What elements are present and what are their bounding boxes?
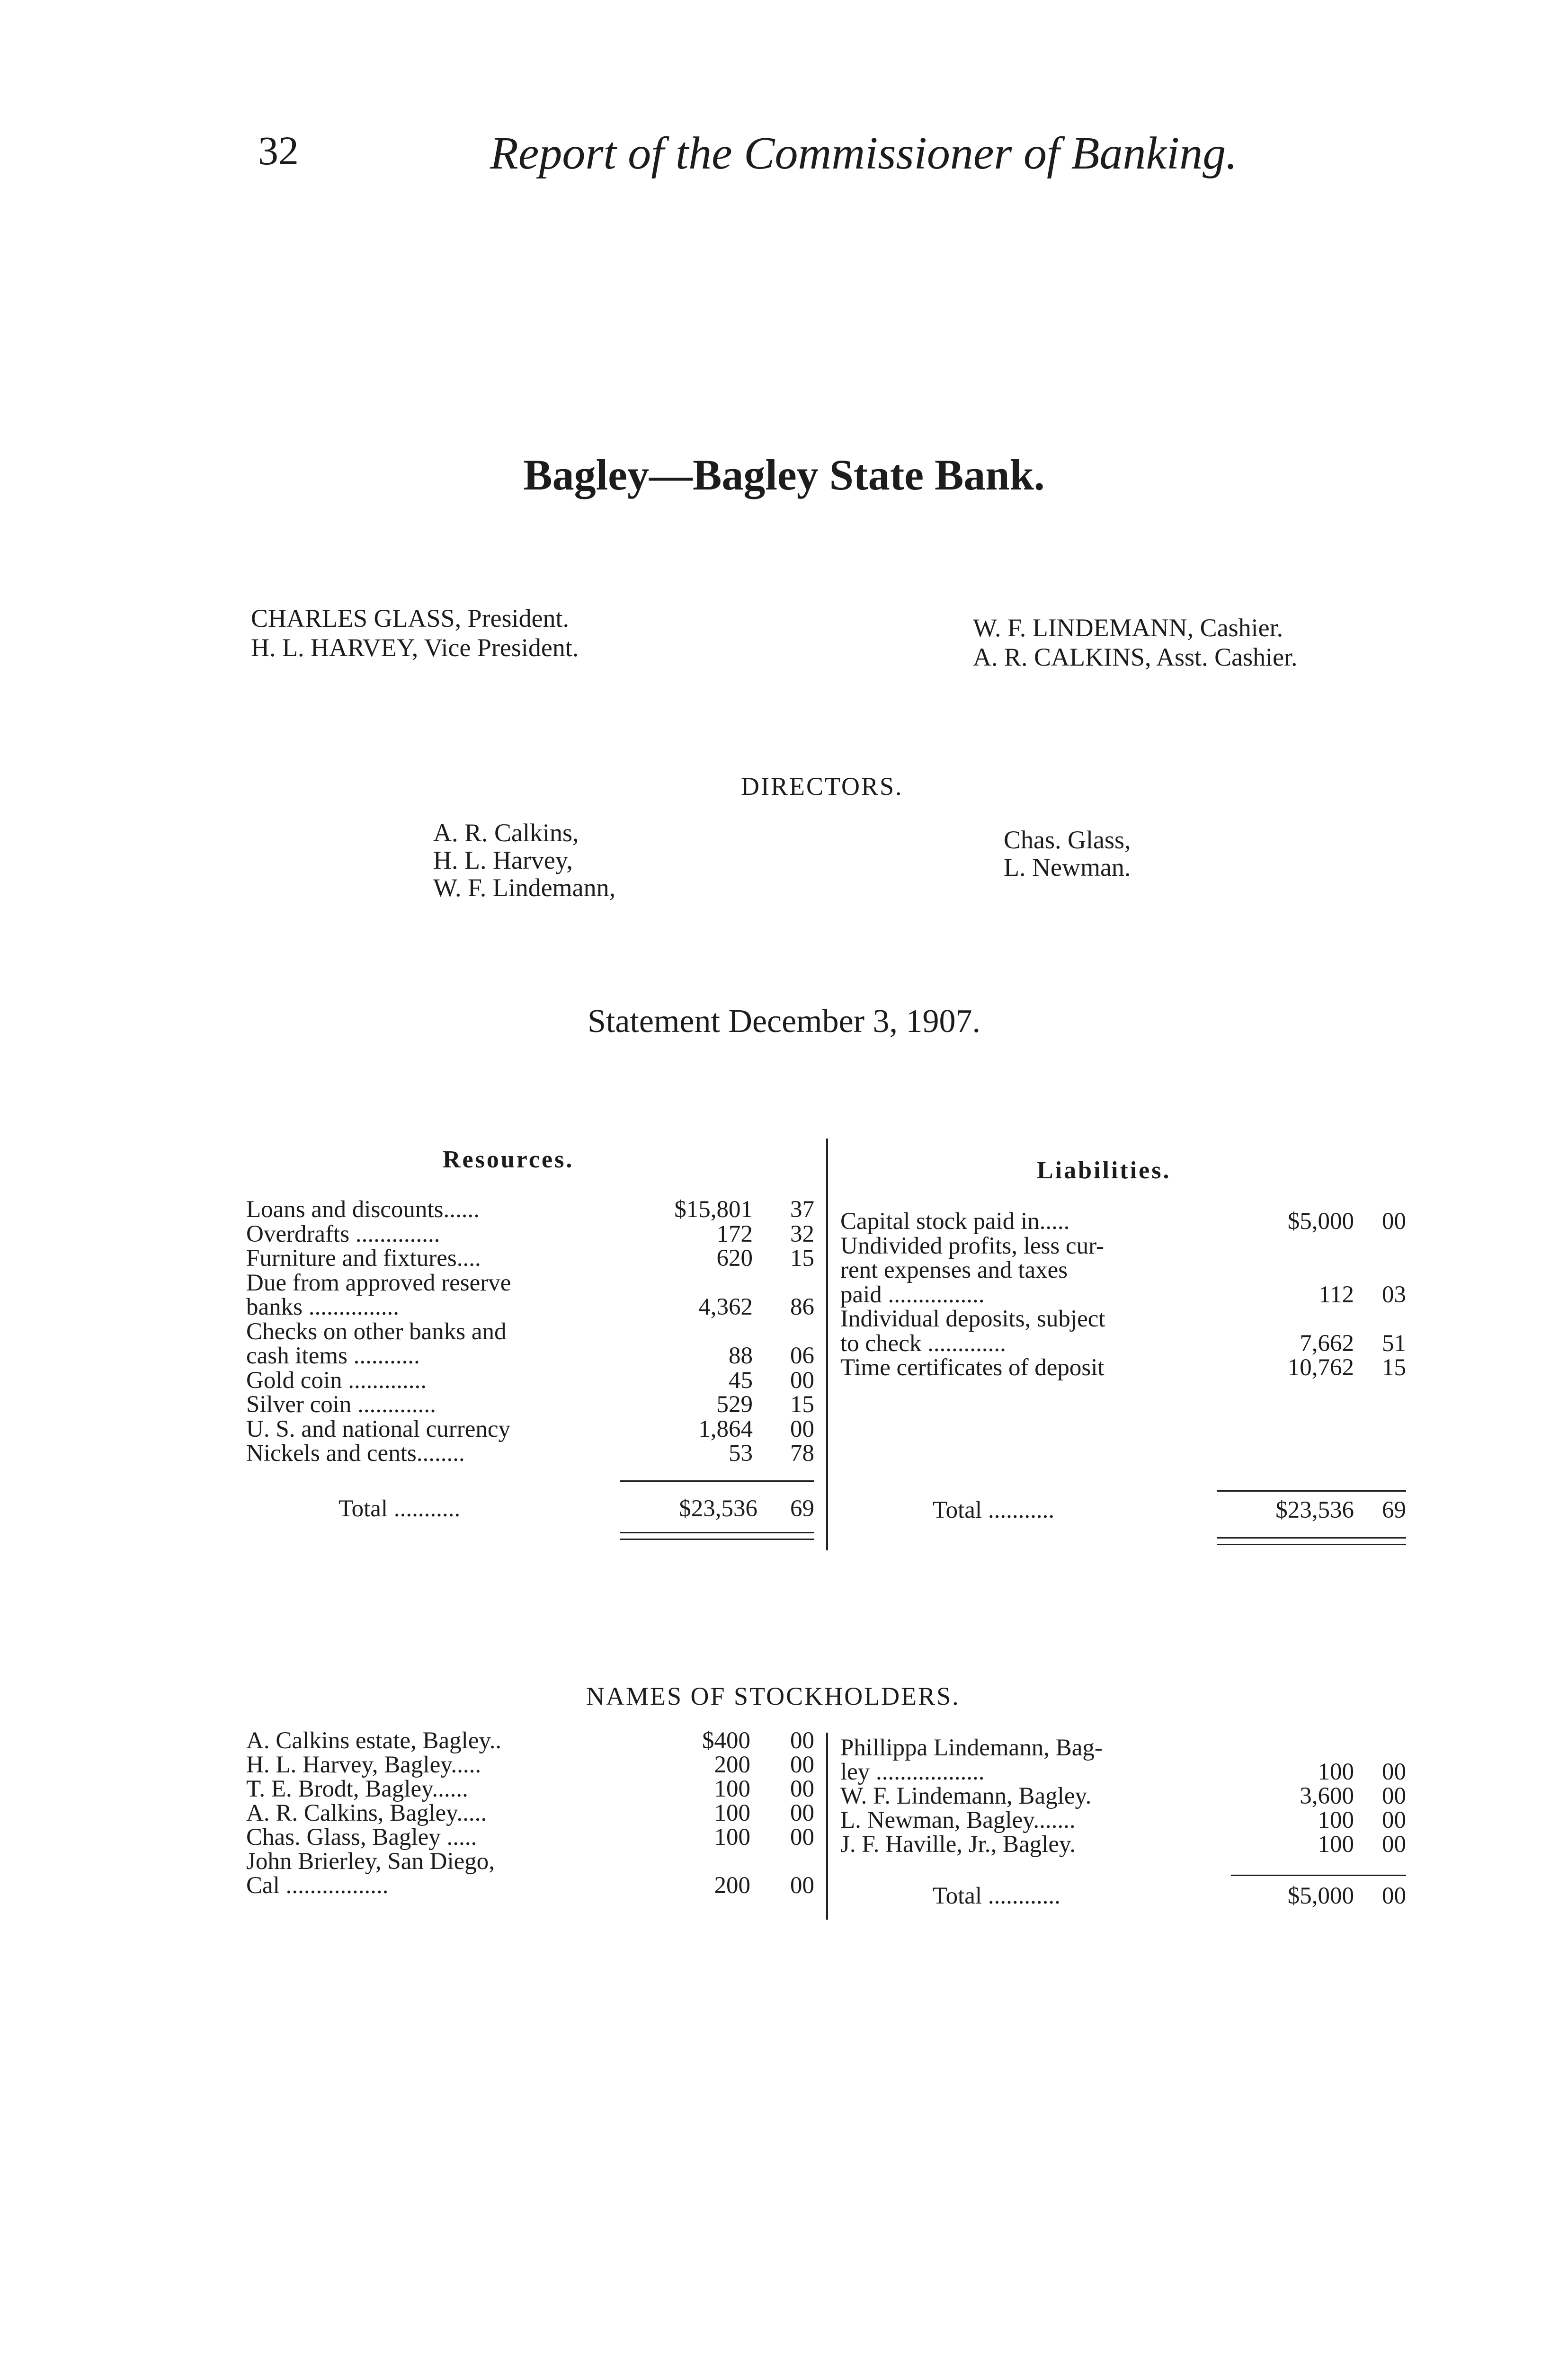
- item-dollars: 88: [729, 1343, 753, 1369]
- item-label: to check .............: [840, 1330, 1006, 1357]
- stockholder-row: [246, 1874, 814, 1898]
- item-cents: 00: [1382, 1783, 1406, 1809]
- total-cents: 00: [1382, 1883, 1406, 1909]
- item-label: rent expenses and taxes: [840, 1257, 1068, 1283]
- officers-left: [251, 604, 579, 662]
- item-dollars: 172: [716, 1220, 753, 1247]
- item-cents: 03: [1382, 1281, 1406, 1308]
- stockholder-row: [840, 1808, 1408, 1833]
- item-cents: 37: [790, 1196, 814, 1223]
- item-label: Loans and discounts......: [246, 1196, 480, 1223]
- resource-row: [246, 1393, 814, 1417]
- item-cents: 78: [790, 1440, 814, 1467]
- item-cents: 00: [790, 1367, 814, 1394]
- liability-row: [840, 1258, 1408, 1282]
- total-cents: 69: [790, 1495, 814, 1522]
- liability-row: [840, 1234, 1408, 1258]
- total-label: Total ............: [933, 1883, 1060, 1909]
- item-cents: 15: [790, 1391, 814, 1418]
- item-label: Time certificates of deposit: [840, 1354, 1105, 1381]
- item-label: H. L. Harvey, Bagley.....: [246, 1752, 481, 1778]
- stockholders-divider: [826, 1733, 828, 1920]
- item-dollars: 100: [714, 1800, 750, 1826]
- stockholder-row: [840, 1784, 1408, 1808]
- officer-president: CHARLES GLASS, President.: [251, 604, 570, 632]
- item-cents: 15: [790, 1245, 814, 1272]
- item-dollars: 200: [714, 1872, 750, 1899]
- stockholder-row: [840, 1760, 1408, 1784]
- item-dollars: 1,864: [698, 1415, 753, 1442]
- resource-row: [246, 1198, 814, 1222]
- item-cents: 00: [1382, 1831, 1406, 1858]
- item-cents: 51: [1382, 1330, 1406, 1357]
- total-label: Total ...........: [339, 1495, 461, 1522]
- item-dollars: 100: [714, 1824, 750, 1851]
- stockholders-total-rule: [1231, 1875, 1406, 1876]
- item-label: Furniture and fixtures....: [246, 1245, 481, 1272]
- stockholder-row: [246, 1777, 814, 1801]
- statement-title: Statement December 3, 1907.: [587, 1003, 981, 1040]
- director-name: L. Newman.: [1004, 853, 1131, 881]
- resource-row: [246, 1246, 814, 1271]
- column-divider: [826, 1139, 828, 1550]
- liability-row: [840, 1332, 1408, 1356]
- resources-double-rule: [620, 1532, 814, 1533]
- directors-left: [433, 819, 615, 901]
- resource-row: [246, 1442, 814, 1466]
- item-cents: 00: [790, 1776, 814, 1802]
- item-label: cash items ...........: [246, 1343, 420, 1369]
- item-dollars: 4,362: [698, 1294, 753, 1320]
- total-dollars: $23,536: [679, 1495, 757, 1522]
- item-dollars: 100: [1318, 1831, 1354, 1858]
- item-label: Undivided profits, less cur-: [840, 1232, 1105, 1259]
- resource-row: [246, 1417, 814, 1442]
- liability-row: [840, 1356, 1408, 1380]
- liability-row: [840, 1283, 1408, 1307]
- officer-asst-cashier: A. R. CALKINS, Asst. Cashier.: [973, 643, 1298, 671]
- item-label: John Brierley, San Diego,: [246, 1848, 495, 1875]
- resource-row: [246, 1295, 814, 1319]
- item-cents: 00: [790, 1752, 814, 1778]
- directors-heading: DIRECTORS.: [741, 772, 903, 801]
- liabilities-total-row: [933, 1498, 1406, 1522]
- liabilities-total-rule: [1217, 1490, 1406, 1492]
- item-label: ley ..................: [840, 1759, 985, 1785]
- item-cents: 00: [1382, 1759, 1406, 1785]
- item-label: J. F. Haville, Jr., Bagley.: [840, 1831, 1076, 1858]
- running-title: Report of the Commissioner of Banking.: [490, 128, 1238, 179]
- item-label: paid ................: [840, 1281, 985, 1308]
- item-cents: 06: [790, 1343, 814, 1369]
- stockholder-row: [246, 1825, 814, 1850]
- item-cents: 00: [790, 1872, 814, 1899]
- page-number: 32: [258, 128, 299, 173]
- item-dollars: 3,600: [1300, 1783, 1354, 1809]
- item-dollars: 45: [729, 1367, 753, 1394]
- directors-right: [1004, 826, 1131, 881]
- item-dollars: 10,762: [1287, 1354, 1354, 1381]
- item-cents: 00: [790, 1800, 814, 1826]
- item-cents: 00: [1382, 1807, 1406, 1833]
- stockholder-row: [246, 1850, 814, 1874]
- item-cents: 00: [1382, 1208, 1406, 1235]
- liabilities-double-rule: [1217, 1544, 1406, 1545]
- resource-row: [246, 1320, 814, 1344]
- item-dollars: 100: [1318, 1807, 1354, 1833]
- item-dollars: 100: [714, 1776, 750, 1802]
- officer-cashier: W. F. LINDEMANN, Cashier.: [973, 614, 1283, 642]
- item-label: W. F. Lindemann, Bagley.: [840, 1783, 1092, 1809]
- item-label: Chas. Glass, Bagley .....: [246, 1824, 477, 1851]
- director-name: Chas. Glass,: [1004, 826, 1131, 854]
- item-label: T. E. Brodt, Bagley......: [246, 1776, 468, 1802]
- director-name: W. F. Lindemann,: [433, 873, 616, 902]
- resource-row: [246, 1344, 814, 1368]
- resources-total-rule: [620, 1480, 814, 1482]
- total-dollars: $23,536: [1275, 1497, 1354, 1523]
- stockholders-heading: NAMES OF STOCKHOLDERS.: [586, 1682, 960, 1710]
- item-dollars: 100: [1318, 1759, 1354, 1785]
- total-cents: 69: [1382, 1497, 1406, 1523]
- item-dollars: $5,000: [1287, 1208, 1354, 1235]
- liabilities-double-rule: [1217, 1537, 1406, 1539]
- stockholder-row: [246, 1753, 814, 1777]
- item-dollars: 53: [729, 1440, 753, 1467]
- item-label: Cal .................: [246, 1872, 389, 1899]
- stockholders-total-row: [933, 1884, 1406, 1908]
- item-cents: 32: [790, 1220, 814, 1247]
- officer-vice-president: H. L. HARVEY, Vice President.: [251, 633, 579, 662]
- liability-row: [840, 1307, 1408, 1331]
- item-dollars: $15,801: [674, 1196, 753, 1223]
- item-cents: 00: [790, 1415, 814, 1442]
- item-label: Silver coin .............: [246, 1391, 436, 1418]
- item-label: A. R. Calkins, Bagley.....: [246, 1800, 487, 1826]
- item-label: Overdrafts ..............: [246, 1220, 440, 1247]
- item-label: U. S. and national currency: [246, 1415, 510, 1442]
- item-label: L. Newman, Bagley.......: [840, 1807, 1076, 1833]
- stockholder-row: [246, 1801, 814, 1825]
- resource-row: [246, 1222, 814, 1246]
- liabilities-heading: Liabilities.: [1037, 1157, 1171, 1184]
- resources-heading: Resources.: [443, 1146, 574, 1173]
- total-dollars: $5,000: [1287, 1883, 1354, 1909]
- liability-row: [840, 1210, 1408, 1234]
- item-dollars: 7,662: [1300, 1330, 1354, 1357]
- director-name: A. R. Calkins,: [433, 819, 579, 847]
- item-label: A. Calkins estate, Bagley..: [246, 1727, 502, 1754]
- stockholder-row: [246, 1729, 814, 1753]
- item-dollars: 200: [714, 1752, 750, 1778]
- item-label: Individual deposits, subject: [840, 1306, 1105, 1332]
- item-dollars: 529: [716, 1391, 753, 1418]
- director-name: H. L. Harvey,: [433, 846, 573, 874]
- resources-double-rule: [620, 1539, 814, 1540]
- item-dollars: 620: [716, 1245, 753, 1272]
- item-label: Due from approved reserve: [246, 1269, 511, 1296]
- stockholder-row: [840, 1833, 1408, 1857]
- item-label: banks ...............: [246, 1294, 399, 1320]
- item-cents: 00: [790, 1824, 814, 1851]
- item-label: Capital stock paid in.....: [840, 1208, 1070, 1235]
- stockholder-row: [840, 1736, 1408, 1760]
- resource-row: [246, 1271, 814, 1295]
- item-label: Gold coin .............: [246, 1367, 427, 1394]
- item-label: Checks on other banks and: [246, 1318, 507, 1345]
- resource-row: [246, 1369, 814, 1393]
- item-label: Nickels and cents........: [246, 1440, 465, 1467]
- resources-total-row: [339, 1497, 817, 1521]
- item-label: Phillippa Lindemann, Bag-: [840, 1735, 1103, 1761]
- item-dollars: 112: [1319, 1281, 1354, 1308]
- item-cents: 00: [790, 1727, 814, 1754]
- item-dollars: $400: [702, 1727, 750, 1754]
- bank-title: Bagley—Bagley State Bank.: [523, 451, 1045, 499]
- item-cents: 86: [790, 1294, 814, 1320]
- total-label: Total ...........: [933, 1497, 1055, 1523]
- item-cents: 15: [1382, 1354, 1406, 1381]
- officers-right: [973, 613, 1298, 672]
